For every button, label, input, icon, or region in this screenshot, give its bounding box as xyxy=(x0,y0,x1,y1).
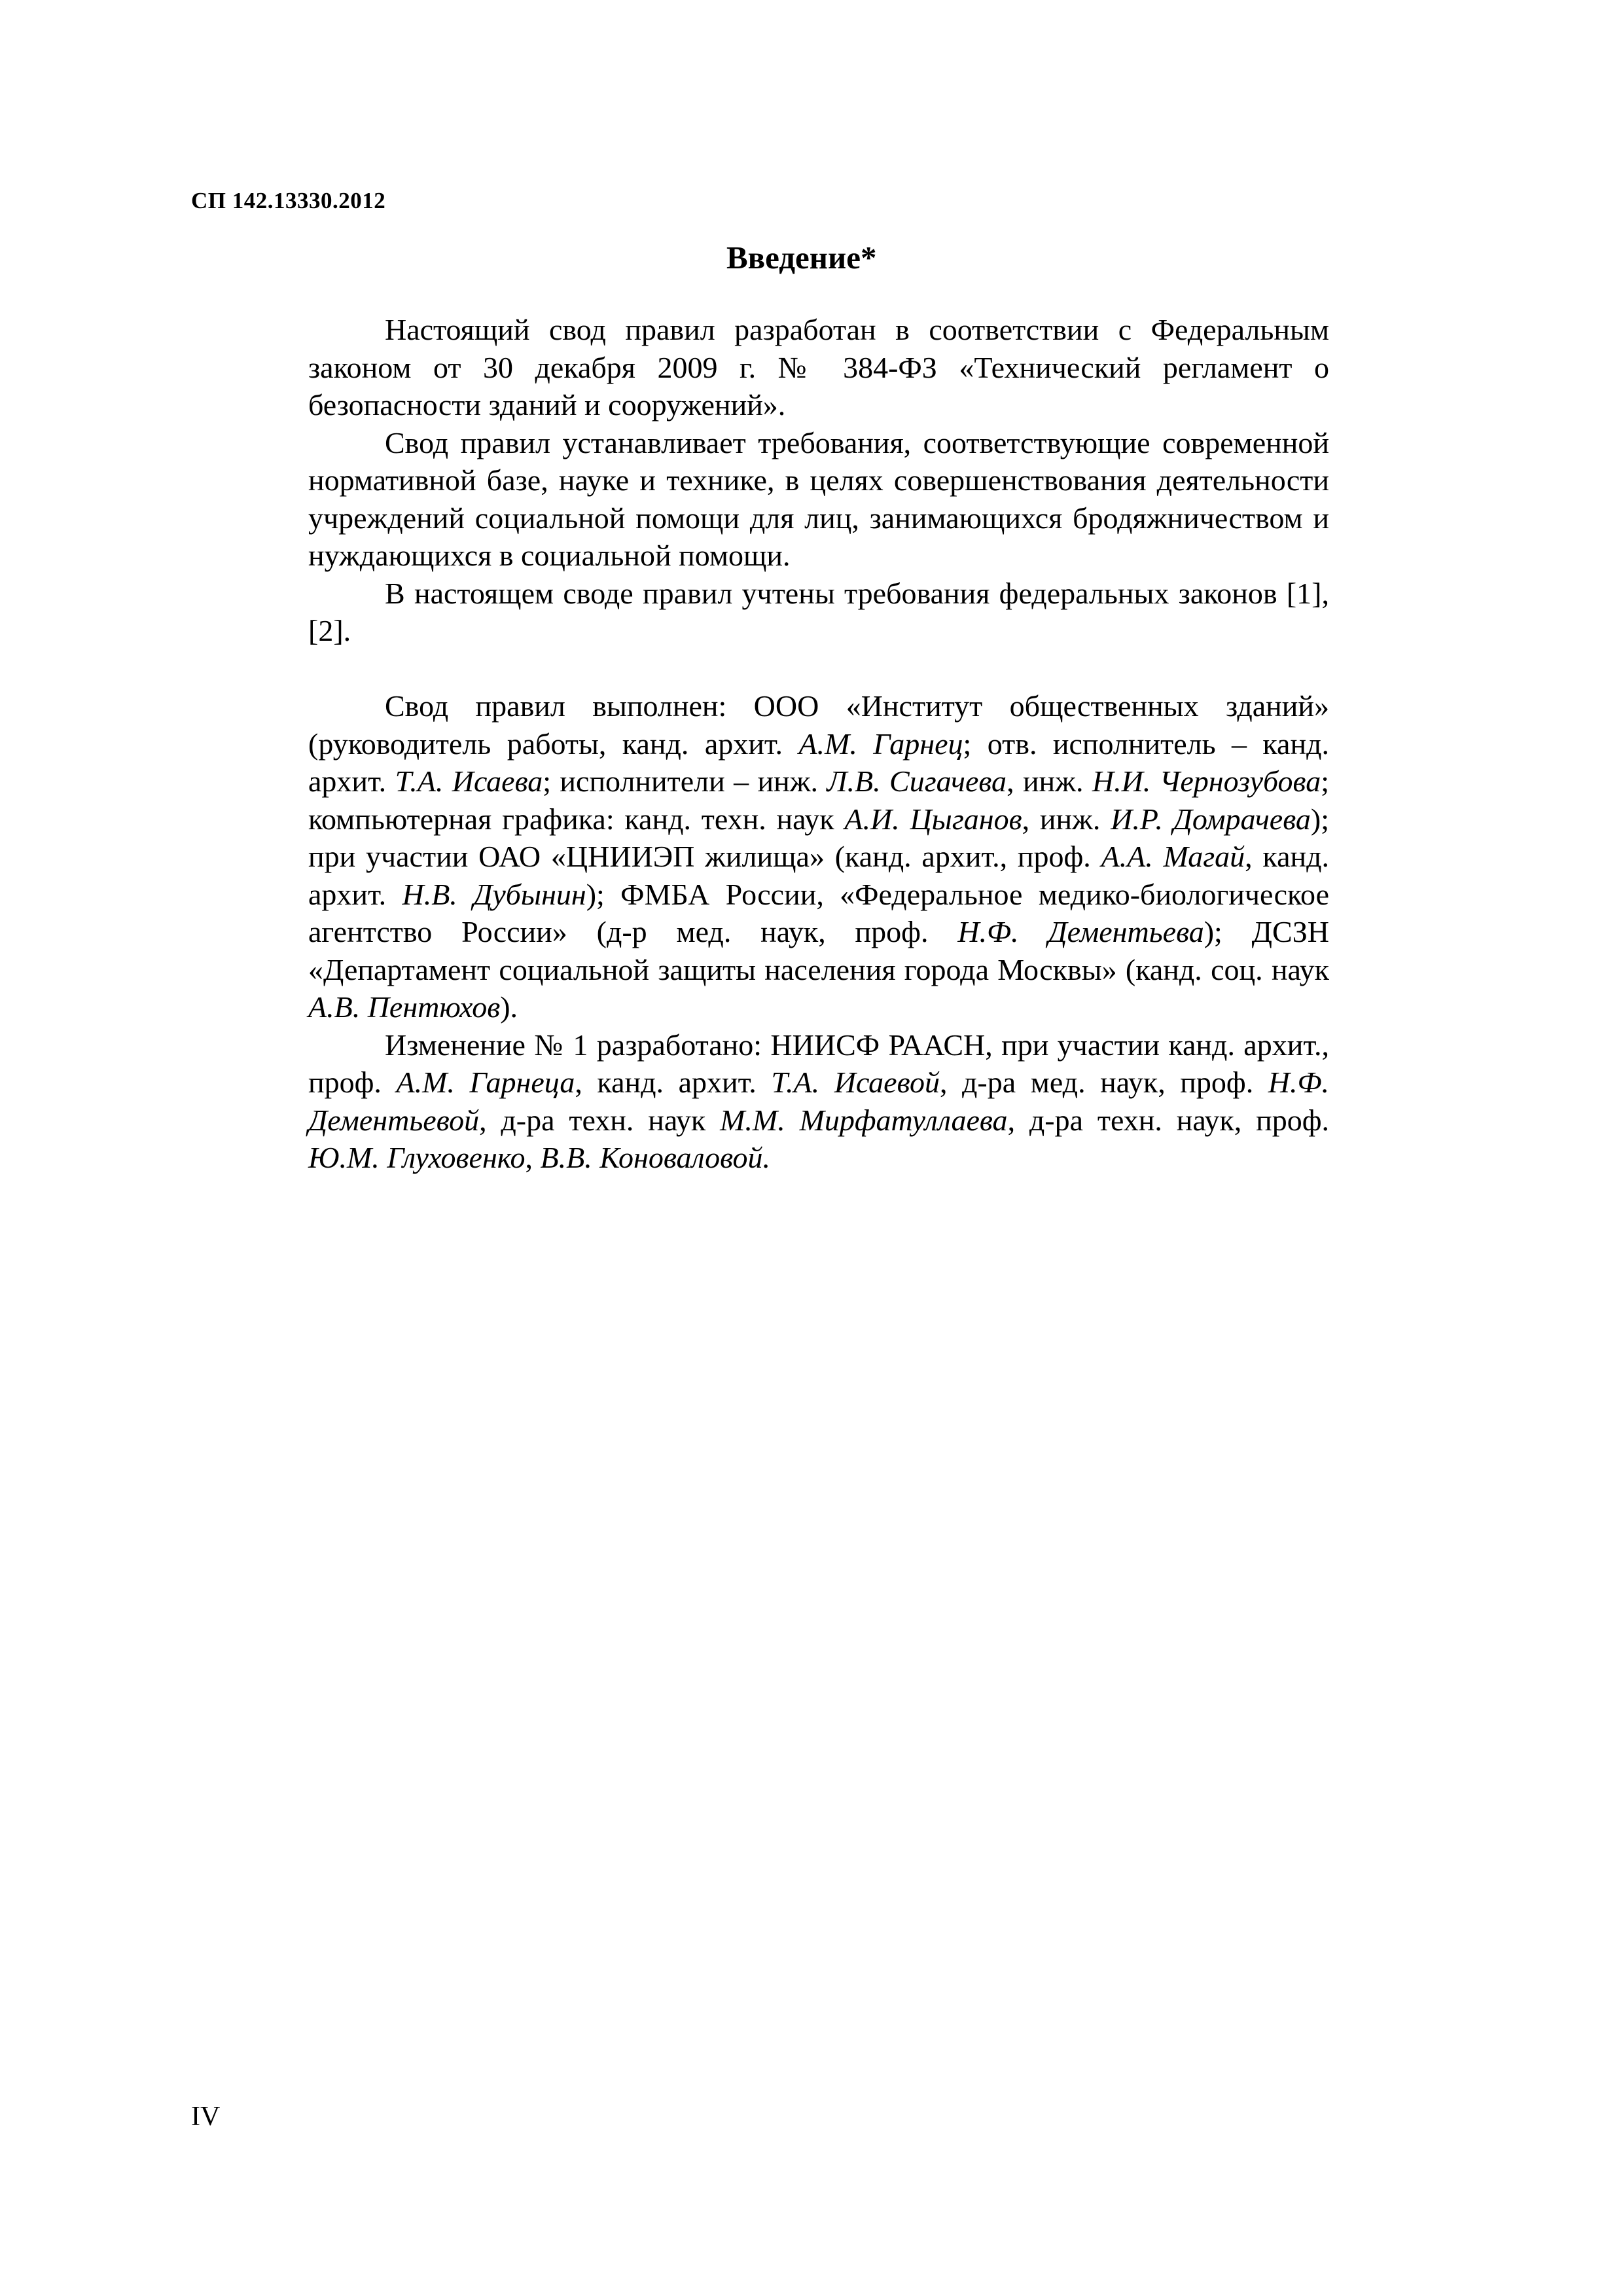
author-name: Н.И. Чернозубова xyxy=(1092,764,1321,798)
author-name: И.Р. Домрачева xyxy=(1111,802,1311,836)
amendment-name: Т.А. Исаевой xyxy=(771,1066,940,1099)
authors-text: ; компьютерная графика: канд. техн. наук xyxy=(308,764,1329,836)
author-name: А.В. Пентюхов xyxy=(308,990,501,1024)
intro-paragraph-1: Настоящий свод правил разработан в соответствии с Федеральным законом от 30 декабря 2009 г. № 384-ФЗ «Технический регламент о безопасности зданий и сооружений». xyxy=(308,313,1329,422)
paragraph-spacer xyxy=(308,650,1329,688)
document-code: СП 142.13330.2012 xyxy=(191,188,386,213)
amendment-name: Ю.М. Глуховенко xyxy=(308,1141,526,1174)
authors-paragraph xyxy=(308,687,1329,1026)
authors-text: ); ДСЗН «Департамент социальной защиты населения города Москвы» (канд. соц. наук xyxy=(308,915,1329,986)
authors-text: ); при участии ОАО «ЦНИИЭП жилища» (канд. архит., проф. xyxy=(308,802,1329,873)
amendment-text: , канд. архит. xyxy=(575,1066,772,1099)
authors-text: , инж. xyxy=(1007,764,1092,798)
amendment-paragraph xyxy=(308,1026,1329,1177)
author-name: Л.В. Сигачева xyxy=(827,764,1007,798)
authors-text: ; исполнители – инж. xyxy=(543,764,827,798)
authors-text: ; отв. исполнитель – канд. архит. xyxy=(308,726,1329,798)
author-name: А.М. Гарнец xyxy=(798,726,963,761)
amendment-name: В.В. Коноваловой. xyxy=(540,1141,770,1174)
author-name: А.А. Магай xyxy=(1101,840,1245,873)
author-name: А.И. Цыганов xyxy=(844,802,1022,836)
intro-paragraph-3: В настоящем своде правил учтены требования федеральных законов [1], [2]. xyxy=(308,576,1329,647)
document-body xyxy=(308,311,1329,1177)
authors-text: ). xyxy=(500,990,518,1024)
author-name: Т.А. Исаева xyxy=(395,764,543,798)
amendment-text: , д-ра мед. наук, проф. xyxy=(939,1066,1268,1099)
amendment-name: М.М. Мирфатуллаева xyxy=(720,1103,1008,1137)
page-number: IV xyxy=(191,2102,221,2132)
authors-text: , канд. архит. xyxy=(308,840,1330,911)
amendment-text: , д-ра техн. наук xyxy=(479,1103,721,1137)
amendment-text: Изменение № 1 разработано: НИИСФ РААСН, при участии канд. архит., проф. xyxy=(308,1028,1329,1099)
authors-text: , инж. xyxy=(1022,802,1111,836)
amendment-text: , д-ра техн. наук, проф. xyxy=(1007,1103,1330,1137)
authors-text: ); ФМБА России, «Федеральное медико-биологическое агентство России» (д-р мед. наук, проф. xyxy=(308,877,1329,948)
amendment-name: А.М. Гарнеца xyxy=(396,1066,575,1099)
author-name: Н.В. Дубынин xyxy=(402,877,586,911)
authors-text: Свод правил выполнен: ООО «Институт общественных зданий» (руководитель работы, канд. архит. xyxy=(308,689,1329,761)
section-title: Введение* xyxy=(726,240,877,276)
amendment-name: Н.Ф. Дементьевой xyxy=(308,1066,1329,1137)
author-name: Н.Ф. Дементьева xyxy=(957,915,1204,948)
intro-paragraph-2: Свод правил устанавливает требования, соответствующие современной нормативной базе, науке и технике, в целях совершенствования деятельности учреждений социальной помощи для лиц, занимающихся бродяжничеством и нуждающихся в социальной помощи. xyxy=(308,425,1329,572)
amendment-text: , xyxy=(525,1141,541,1174)
